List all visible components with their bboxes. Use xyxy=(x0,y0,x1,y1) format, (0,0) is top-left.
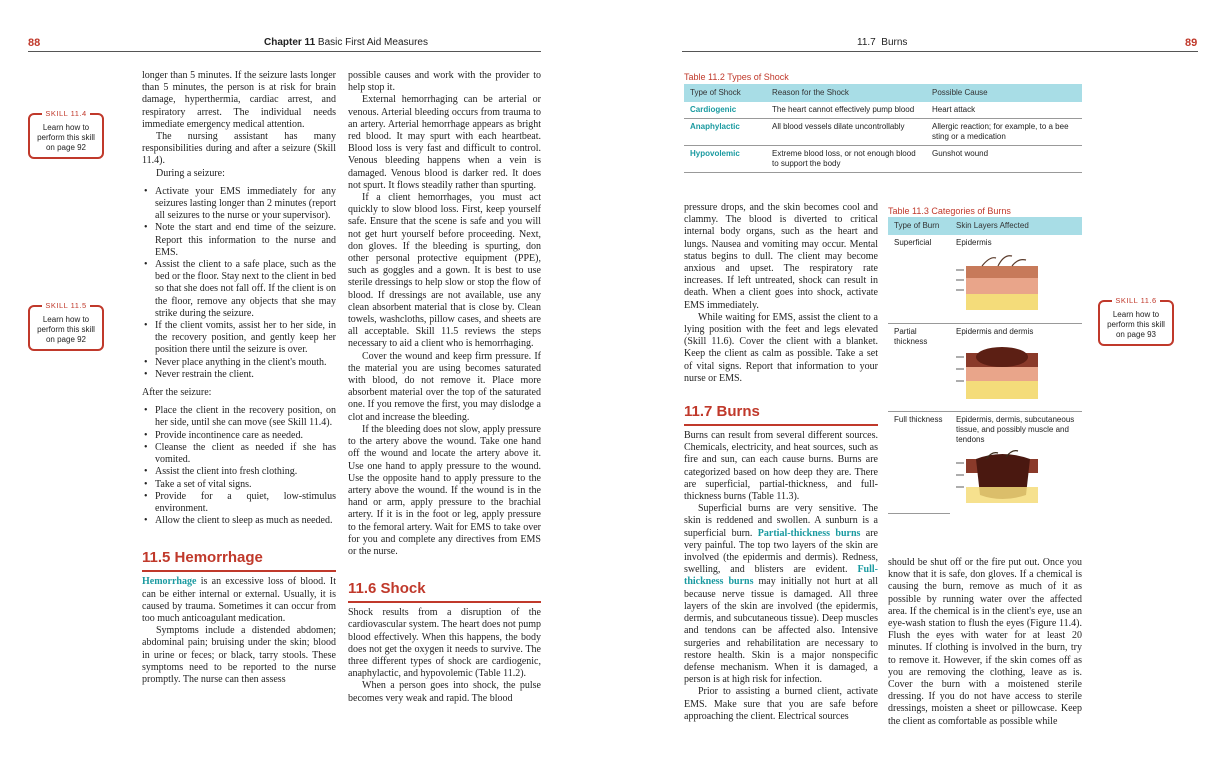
chapter-title: Basic First Aid Measures xyxy=(317,37,428,48)
table-cell: Cardiogenic xyxy=(684,102,766,119)
skill-label: SKILL 11.5 xyxy=(42,301,89,310)
section-title: Burns xyxy=(881,37,908,48)
paragraph: During a seizure: xyxy=(156,167,225,179)
table-row xyxy=(684,102,1082,119)
skill-callout-11-5[interactable] xyxy=(28,301,104,351)
skill-callout-11-4[interactable] xyxy=(28,109,104,159)
text: is an excessive loss of blood. It can be either internal or external. Usually, it is caused by trauma. Sometimes it can occur from too much anticoagulant medication. xyxy=(142,576,336,624)
skill-text: Learn how to perform this skill on page 92 xyxy=(37,315,95,344)
paragraph: Burns can result from several different sources. Chemicals, electricity, and heat sources, such as fire and sun, can each cause burns. Burns are categorized based on how deep they are. There are superficial, partial-thickness, and full-thickness burns (Table 11.3). xyxy=(684,430,878,503)
section-heading-hemorrhage: 11.5 Hemorrhage xyxy=(142,549,336,572)
left-column-1 xyxy=(142,70,336,686)
text: may initially not hurt at all because nerve tissue is damaged. All three layers of the skin are involved (the epidermis, dermis, and subcutaneous tissue). Deep muscles and tendons can be affected also. Intensive surgeries and rehabilitation are necessary to restore health. Skin is a major nonspecific defense mechanism. When it is damaged, a person is at high risk for infection. xyxy=(684,576,878,686)
right-column-1 xyxy=(684,202,878,723)
full-thickness-burn-illustration xyxy=(956,449,1046,507)
section-heading-shock: 11.6 Shock xyxy=(348,580,541,603)
section-heading-burns: 11.7 Burns xyxy=(684,403,878,426)
list-item: • Never place anything in the client's mouth. xyxy=(142,357,336,369)
chapter-label: Chapter 11 xyxy=(264,37,316,48)
running-header-left xyxy=(264,37,428,49)
table-cell xyxy=(950,411,1082,514)
list-item: • Assist the client to a safe place, such as the bed or the floor. Stay next to the client in bed so that she does not fall off. If the client is on the floor, remove any objects that she may strike during the seizure. xyxy=(142,259,336,320)
page-number-left: 88 xyxy=(28,37,41,49)
cell-text: Epidermis and dermis xyxy=(956,326,1034,336)
term-partial-thickness: Partial-thickness burns xyxy=(757,527,861,539)
skill-label: SKILL 11.6 xyxy=(1112,296,1159,305)
paragraph: While waiting for EMS, assist the client to a lying position with the feet and legs elevated (Skill 11.6). Cover the client with a blanket. Keep the client as calm as possible. Take a set of vital signs. Report that information to your nurse or EMS. xyxy=(684,311,878,384)
paragraph: longer than 5 minutes. If the seizure lasts longer than 5 minutes, the person is at risk for brain damage, hyperthermia, cardiac arrest, and respiratory arrest. The individual needs immediate emergency medical attention. xyxy=(142,70,336,130)
left-column-2 xyxy=(348,70,541,705)
right-page xyxy=(612,0,1224,783)
during-seizure-list xyxy=(142,186,336,381)
table-row xyxy=(888,411,1082,514)
paragraph: pressure drops, and the skin becomes cool and clammy. The blood is diverted to critical internal body organs, such as the heart and lungs. Nausea and vomiting may occur. Mental status begins to dull. The client may become anxious and upset. The respiratory rate increases. If left untreated, shock can result in death. When a client goes into shock, activate EMS immediately. xyxy=(684,202,878,311)
table-cell: Full thickness xyxy=(888,411,950,514)
list-item: • Place the client in the recovery position, on her side, until she can move (see Skill 11.4). xyxy=(142,405,336,429)
cell-text: Epidermis xyxy=(956,238,992,247)
list-item: • Provide for a quiet, low-stimulus environment. xyxy=(142,491,336,515)
table-header: Skin Layers Affected xyxy=(950,217,1082,235)
table-cell: Superficial xyxy=(888,235,950,323)
skill-text: Learn how to perform this skill on page 93 xyxy=(1107,310,1165,339)
table-cell: Heart attack xyxy=(926,102,1082,119)
table-cell: Anaphylactic xyxy=(684,119,766,146)
paragraph xyxy=(684,503,878,686)
term-full-thickness: Full-thickness burns xyxy=(684,564,878,588)
paragraph xyxy=(142,576,336,625)
text: are very painful. The top two layers of the skin are involved (the epidermis and dermis). Redness, swelling, and blisters are evident. xyxy=(684,527,878,576)
text: Superficial burns are very sensitive. The skin is reddened and swollen. A sunburn is a superficial burn. xyxy=(684,503,878,539)
table-cell: Gunshot wound xyxy=(926,146,1082,173)
header-rule xyxy=(682,51,1198,52)
table-row xyxy=(684,146,1082,173)
paragraph: If a client hemorrhages, you must act quickly to slow blood loss. First, keep yourself safe. Ensure that the scene is safe and you will not get hurt yourself before proceeding. Next, don gloves. If the bleeding is spurting, don other personal protective equipment (PPE), such as goggles and a gown. It is best to use sterile dressings to help slow or stop the flow of blood. If dressings are not available, use any clean absorbent material that is close by. Clean towels, washcloths, pillow cases, and sheets are all acceptable. Skill 11.5 reviews the steps necessary to aid a client who is hemorrhaging. xyxy=(348,192,541,350)
running-header-right xyxy=(857,37,907,49)
paragraph: If the bleeding does not slow, apply pressure to the artery above the wound. Take one hand off the wound and locate the artery above it. Use one hand to apply pressure to the wound. Use the opposite hand to apply pressure to the artery above the wound. If the wound is in the hand or arm, apply pressure to the brachial artery. If it is in the foot or leg, apply pressure to the femoral artery. Wait for EMS to take over for you and complete any directives from EMS or the nurse. xyxy=(348,423,541,557)
paragraph: External hemorrhaging can be arterial or venous. Arterial bleeding occurs from trauma to an artery. Arterial hemorrhage appears as bright red blood. It may spurt with each heartbeat. Blood loss is very fast and difficult to control. Venous bleeding happens when a vein is damaged. Venous blood is darker red. It does not spurt. It flows steadily rather than spurting. xyxy=(348,94,541,191)
table-caption-shock: Table 11.2 Types of Shock xyxy=(684,72,789,82)
table-header: Reason for the Shock xyxy=(766,84,926,102)
paragraph: The nursing assistant has many responsibilities during and after a seizure (Skill 11.4). xyxy=(142,131,336,167)
list-item: • Allow the client to sleep as much as needed. xyxy=(142,515,336,527)
list-item: • If the client vomits, assist her to her side, in the recovery position, and gently keep her position there until the seizure is over. xyxy=(142,320,336,357)
after-seizure-list xyxy=(142,405,336,527)
shock-table xyxy=(684,84,1082,173)
section-number: 11.7 xyxy=(857,37,876,48)
table-header: Type of Burn xyxy=(888,217,950,235)
list-item: • Cleanse the client as needed if she has vomited. xyxy=(142,442,336,466)
table-header: Type of Shock xyxy=(684,84,766,102)
page-number-right: 89 xyxy=(1185,37,1198,49)
table-cell: Partial thickness xyxy=(888,323,950,411)
list-item: • Note the start and end time of the seizure. Report this information to the nurse and EMS. xyxy=(142,222,336,259)
paragraph: Shock results from a disruption of the cardiovascular system. The heart does not pump blood effectively. When this happens, the body does not get the oxygen it needs to survive. The three different types of shock are cardiogenic, anaphylactic, and hypovolemic (Table 11.2). xyxy=(348,607,541,680)
table-header: Possible Cause xyxy=(926,84,1082,102)
skill-text: Learn how to perform this skill on page 92 xyxy=(37,123,95,152)
table-cell: Allergic reaction; for example, to a bee sting or a medication xyxy=(926,119,1082,146)
table-cell: All blood vessels dilate uncontrollably xyxy=(766,119,926,146)
paragraph: Symptoms include a distended abdomen; abdominal pain; bruising under the skin; blood in urine or feces; or black, tarry stools. These symptoms need to be reported to the nurse promptly. The nurse can then assess xyxy=(142,625,336,685)
paragraph: When a person goes into shock, the pulse becomes very weak and rapid. The blood xyxy=(348,680,541,704)
header-rule xyxy=(28,51,541,52)
paragraph: should be shut off or the fire put out. Once you know that it is safe, don gloves. If a chemical is causing the burn, remove as much of it as possible by running water over the affected area. If the chemical is in the client's eye, use an eye-wash station to flush the eyes (Figure 11.4). Flush the eyes with water for at least 20 minutes. If clothing is involved in the burn, try to remove it. However, if the skin comes off as you are removing the clothing, leave as is. Cover the burn with a moistened sterile dressing. If you do not have access to sterile dressings, moisten a sheet or pillowcase. Keep the client as comfortable as possible while xyxy=(888,557,1082,727)
skill-callout-11-6[interactable] xyxy=(1098,296,1174,346)
table-row xyxy=(888,235,1082,323)
paragraph: Prior to assisting a burned client, activate EMS. Make sure that you are safe before approaching the client. Electrical sources xyxy=(684,686,878,722)
list-item: • Assist the client into fresh clothing. xyxy=(142,466,336,478)
list-item: • Activate your EMS immediately for any seizures lasting longer than 2 minutes (report all seizures to the nurse or your supervisor). xyxy=(142,186,336,223)
table-caption-burns: Table 11.3 Categories of Burns xyxy=(888,206,1011,216)
term-hemorrhage: Hemorrhage xyxy=(142,576,197,588)
right-column-2 xyxy=(888,557,1082,728)
paragraph: possible causes and work with the provider to help stop it. xyxy=(348,70,541,94)
table-cell xyxy=(950,323,1082,411)
table-cell: Hypovolemic xyxy=(684,146,766,173)
partial-thickness-burn-illustration xyxy=(956,341,1046,403)
list-item: • Never restrain the client. xyxy=(142,369,336,381)
table-row xyxy=(888,323,1082,411)
superficial-burn-illustration xyxy=(956,252,1046,314)
cell-text: Epidermis, dermis, subcutaneous tissue, and possibly muscle and tendons xyxy=(956,414,1075,444)
skill-label: SKILL 11.4 xyxy=(42,109,89,118)
paragraph: After the seizure: xyxy=(142,387,212,399)
list-item: • Provide incontinence care as needed. xyxy=(142,430,336,442)
paragraph: Cover the wound and keep firm pressure. If the material you are using becomes saturated with blood, do not remove it. Place more absorbent material over the top of the saturated one. If you remove the first, you may dislodge a clot and increase the bleeding. xyxy=(348,350,541,423)
table-row xyxy=(684,119,1082,146)
table-cell: The heart cannot effectively pump blood xyxy=(766,102,926,119)
list-item: • Take a set of vital signs. xyxy=(142,479,336,491)
table-cell: Extreme blood loss, or not enough blood to support the body xyxy=(766,146,926,173)
table-cell xyxy=(950,235,1082,323)
burns-table xyxy=(888,217,1082,514)
